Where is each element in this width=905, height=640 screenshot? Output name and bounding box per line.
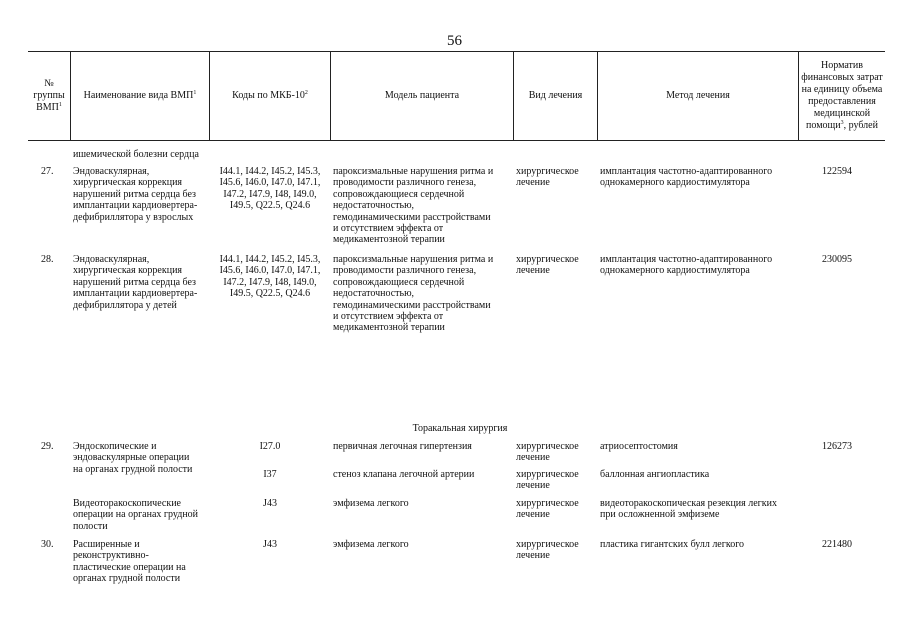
header-vmp-name: Наименование вида ВМП$^1$	[83, 89, 197, 101]
row-treatment-type: хирургическое лечение	[516, 498, 579, 521]
row-treatment-method: пластика гигантских булл легкого	[600, 539, 745, 550]
row-treatment-method: видеоторакоскопическая резекция легких при осложненной эмфиземе	[600, 498, 777, 521]
row-treatment-type: хирургическое лечение	[516, 469, 579, 492]
row-number: 27.	[41, 166, 54, 177]
row-vmp-name: Эндоваскулярная, хирургическая коррекция нарушений ритма сердца без имплантации кардиовертера- дефибриллятора у взрослых	[73, 166, 198, 223]
row-vmp-name: Видеоторакоскопические операции на органах грудной полости	[73, 498, 199, 532]
header-patient-model: Модель пациента	[384, 89, 460, 101]
row-patient-model: первичная легочная гипертензия	[333, 441, 472, 452]
header-treatment-type: Вид лечения	[528, 89, 583, 101]
row-treatment-type: хирургическое лечение	[516, 166, 579, 189]
row-treatment-type: хирургическое лечение	[516, 539, 579, 562]
row-number: 28.	[41, 254, 54, 265]
row-financial-norm: 221480	[822, 539, 852, 550]
continuation-text: ишемической болезни сердца	[73, 149, 199, 160]
section-title: Торакальная хирургия	[412, 423, 508, 434]
row-financial-norm: 230095	[822, 254, 852, 265]
row-patient-model: пароксизмальные нарушения ритма и проводимости различного генеза, сопровождающиеся сердечной недостаточностью, гемодинамическими расстройствами и отсутствием эффекта от медикаментозной терапии	[333, 254, 494, 334]
row-financial-norm: 126273	[822, 441, 852, 452]
header-financial-norm: Норматив финансовых затрат на единицу объема предоставления медицинской помощи$^3$, рублей	[801, 59, 883, 131]
row-vmp-name: Эндоскопические и эндоваскулярные операции на органах грудной полости	[73, 441, 193, 475]
row-icd-codes: J43	[263, 539, 277, 550]
row-treatment-method: имплантация частотно-адаптированного однокамерного кардиостимулятора	[600, 166, 773, 189]
row-patient-model: эмфизема легкого	[333, 539, 409, 550]
row-patient-model: пароксизмальные нарушения ритма и проводимости различного генеза, сопровождающиеся сердечной недостаточностью, гемодинамическими расстройствами и отсутствием эффекта от медикаментозной терапии	[333, 166, 494, 246]
row-vmp-name: Расширенные и реконструктивно- пластические операции на органах грудной полости	[73, 539, 186, 585]
row-number: 30.	[41, 539, 54, 550]
row-number: 29.	[41, 441, 54, 452]
header-group-number: № группы ВМП$^1$	[33, 77, 65, 113]
header-treatment-method: Метод лечения	[666, 89, 730, 101]
row-treatment-method: баллонная ангиопластика	[600, 469, 710, 480]
header-bottom-rule	[28, 140, 885, 141]
row-vmp-name: Эндоваскулярная, хирургическая коррекция нарушений ритма сердца без имплантации кардиовертера- дефибриллятора у детей	[73, 254, 198, 311]
row-icd-codes: J43	[263, 498, 277, 509]
row-icd-codes: I37	[263, 469, 277, 480]
row-patient-model: эмфизема легкого	[333, 498, 409, 509]
row-treatment-type: хирургическое лечение	[516, 441, 579, 464]
row-treatment-type: хирургическое лечение	[516, 254, 579, 277]
row-patient-model: стеноз клапана легочной артерии	[333, 469, 475, 480]
row-icd-codes: I44.1, I44.2, I45.2, I45.3, I45.6, I46.0, I47.0, I47.1, I47.2, I47.9, I48, I49.0, I49.5, Q22.5, Q24.6	[219, 166, 321, 212]
row-treatment-method: атриосептостомия	[600, 441, 678, 452]
row-financial-norm: 122594	[822, 166, 852, 177]
row-treatment-method: имплантация частотно-адаптированного однокамерного кардиостимулятора	[600, 254, 773, 277]
row-icd-codes: I27.0	[259, 441, 281, 452]
page-number: 56	[447, 33, 462, 49]
header-icd-codes: Коды по МКБ-$10^2$	[232, 89, 308, 101]
row-icd-codes: I44.1, I44.2, I45.2, I45.3, I45.6, I46.0, I47.0, I47.1, I47.2, I47.9, I48, I49.0, I49.5, Q22.5, Q24.6	[219, 254, 321, 300]
